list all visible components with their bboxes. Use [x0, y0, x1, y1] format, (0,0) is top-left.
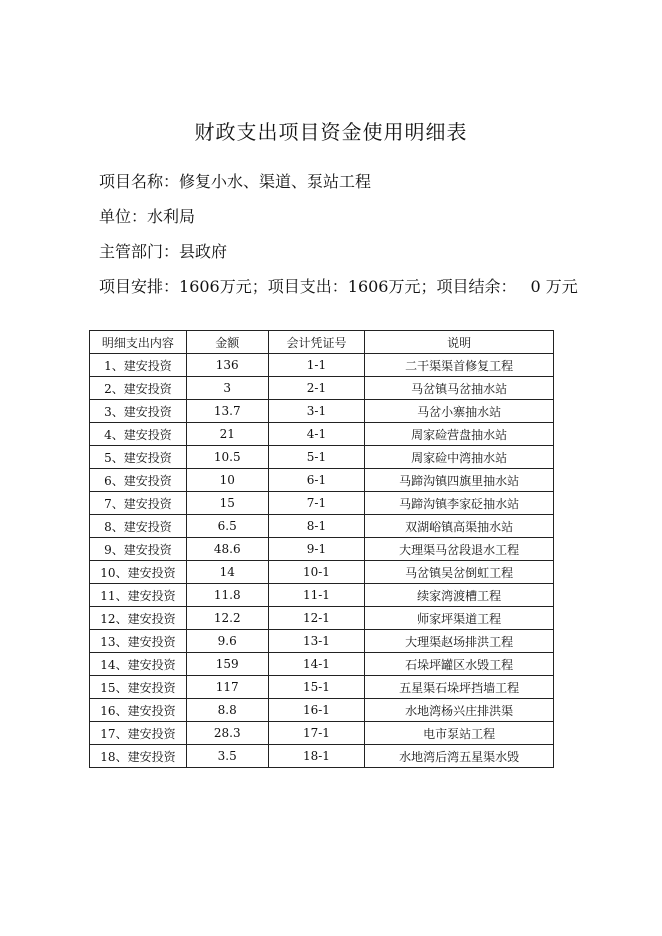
voucher-cell: 12-1 — [268, 607, 365, 630]
description-cell: 双湖峪镇高渠抽水站 — [365, 515, 554, 538]
table-row — [90, 676, 554, 699]
header-amount: 金额 — [186, 331, 268, 354]
content-cell: 11、建安投资 — [90, 584, 187, 607]
content-cell: 15、建安投资 — [90, 676, 187, 699]
content-cell: 17、建安投资 — [90, 722, 187, 745]
description-cell: 马岔镇马岔抽水站 — [365, 377, 554, 400]
unit-line — [99, 204, 195, 227]
voucher-cell: 3-1 — [268, 400, 365, 423]
description-cell: 马岔镇吴岔倒虹工程 — [365, 561, 554, 584]
dept-value: 县政府 — [179, 242, 228, 261]
description-cell: 续家湾渡槽工程 — [365, 584, 554, 607]
amount-cell: 13.7 — [186, 400, 268, 423]
table-row — [90, 538, 554, 561]
content-cell: 3、建安投资 — [90, 400, 187, 423]
header-description: 说明 — [365, 331, 554, 354]
description-cell: 大理渠赵场排洪工程 — [365, 630, 554, 653]
content-cell: 18、建安投资 — [90, 745, 187, 768]
amount-cell: 6.5 — [186, 515, 268, 538]
dept-line — [99, 239, 227, 262]
table-body — [90, 354, 554, 768]
amount-cell: 136 — [186, 354, 268, 377]
table-row — [90, 400, 554, 423]
amount-cell: 12.2 — [186, 607, 268, 630]
amount-cell: 3.5 — [186, 745, 268, 768]
amount-cell: 3 — [186, 377, 268, 400]
amount-cell: 48.6 — [186, 538, 268, 561]
voucher-cell: 4-1 — [268, 423, 365, 446]
amount-cell: 10 — [186, 469, 268, 492]
voucher-cell: 7-1 — [268, 492, 365, 515]
project-name-value: 修复小水、渠道、泵站工程 — [179, 172, 372, 191]
content-cell: 16、建安投资 — [90, 699, 187, 722]
content-cell: 4、建安投资 — [90, 423, 187, 446]
voucher-cell: 8-1 — [268, 515, 365, 538]
content-cell: 8、建安投资 — [90, 515, 187, 538]
balance-value: 0 万元 — [530, 277, 578, 296]
table-row — [90, 515, 554, 538]
table-row — [90, 423, 554, 446]
amount-cell: 159 — [186, 653, 268, 676]
amount-cell: 9.6 — [186, 630, 268, 653]
description-cell: 大理渠马岔段退水工程 — [365, 538, 554, 561]
budget-line — [99, 274, 578, 297]
project-name-line — [99, 169, 371, 192]
page-title: 财政支出项目资金使用明细表 — [194, 120, 468, 144]
voucher-cell: 16-1 — [268, 699, 365, 722]
amount-cell: 10.5 — [186, 446, 268, 469]
voucher-cell: 11-1 — [268, 584, 365, 607]
content-cell: 14、建安投资 — [90, 653, 187, 676]
table-row — [90, 584, 554, 607]
table-row — [90, 354, 554, 377]
description-cell: 水地湾杨兴庄排洪渠 — [365, 699, 554, 722]
arranged-label: 项目安排： — [99, 277, 180, 296]
description-cell: 水地湾后湾五星渠水毁 — [365, 745, 554, 768]
voucher-cell: 1-1 — [268, 354, 365, 377]
amount-cell: 8.8 — [186, 699, 268, 722]
voucher-cell: 15-1 — [268, 676, 365, 699]
amount-cell: 15 — [186, 492, 268, 515]
voucher-cell: 6-1 — [268, 469, 365, 492]
arranged-value: 1606万元； — [179, 277, 268, 296]
unit-value: 水利局 — [147, 207, 196, 226]
table-row — [90, 377, 554, 400]
spent-value: 1606万元； — [347, 277, 437, 296]
dept-label: 主管部门： — [99, 242, 180, 261]
table-row — [90, 492, 554, 515]
amount-cell: 117 — [186, 676, 268, 699]
header-content: 明细支出内容 — [90, 331, 187, 354]
content-cell: 9、建安投资 — [90, 538, 187, 561]
table-header-row — [90, 331, 554, 354]
amount-cell: 14 — [186, 561, 268, 584]
description-cell: 师家坪渠道工程 — [365, 607, 554, 630]
amount-cell: 28.3 — [186, 722, 268, 745]
table-row — [90, 722, 554, 745]
description-cell: 电市泵站工程 — [365, 722, 554, 745]
voucher-cell: 18-1 — [268, 745, 365, 768]
table-row — [90, 561, 554, 584]
description-cell: 周家硷营盘抽水站 — [365, 423, 554, 446]
table-row — [90, 745, 554, 768]
content-cell: 1、建安投资 — [90, 354, 187, 377]
content-cell: 5、建安投资 — [90, 446, 187, 469]
content-cell: 2、建安投资 — [90, 377, 187, 400]
voucher-cell: 5-1 — [268, 446, 365, 469]
voucher-cell: 2-1 — [268, 377, 365, 400]
table-row — [90, 653, 554, 676]
unit-label: 单位： — [99, 207, 148, 226]
table-row — [90, 469, 554, 492]
voucher-cell: 14-1 — [268, 653, 365, 676]
content-cell: 13、建安投资 — [90, 630, 187, 653]
table-row — [90, 607, 554, 630]
content-cell: 12、建安投资 — [90, 607, 187, 630]
content-cell: 6、建安投资 — [90, 469, 187, 492]
amount-cell: 11.8 — [186, 584, 268, 607]
project-name-label: 项目名称： — [99, 172, 180, 191]
description-cell: 石垛坪罐区水毁工程 — [365, 653, 554, 676]
description-cell: 马蹄沟镇四旗里抽水站 — [365, 469, 554, 492]
voucher-cell: 9-1 — [268, 538, 365, 561]
content-cell: 10、建安投资 — [90, 561, 187, 584]
table-row — [90, 630, 554, 653]
voucher-cell: 17-1 — [268, 722, 365, 745]
description-cell: 马岔小寨抽水站 — [365, 400, 554, 423]
description-cell: 周家硷中湾抽水站 — [365, 446, 554, 469]
detail-table — [89, 330, 554, 768]
balance-label: 项目结余： — [436, 277, 517, 296]
header-voucher: 会计凭证号 — [268, 331, 365, 354]
voucher-cell: 10-1 — [268, 561, 365, 584]
amount-cell: 21 — [186, 423, 268, 446]
description-cell: 二干渠渠首修复工程 — [365, 354, 554, 377]
table-row — [90, 699, 554, 722]
content-cell: 7、建安投资 — [90, 492, 187, 515]
description-cell: 五星渠石垛坪挡墙工程 — [365, 676, 554, 699]
voucher-cell: 13-1 — [268, 630, 365, 653]
spent-label: 项目支出： — [267, 277, 348, 296]
table-row — [90, 446, 554, 469]
description-cell: 马蹄沟镇李家砭抽水站 — [365, 492, 554, 515]
